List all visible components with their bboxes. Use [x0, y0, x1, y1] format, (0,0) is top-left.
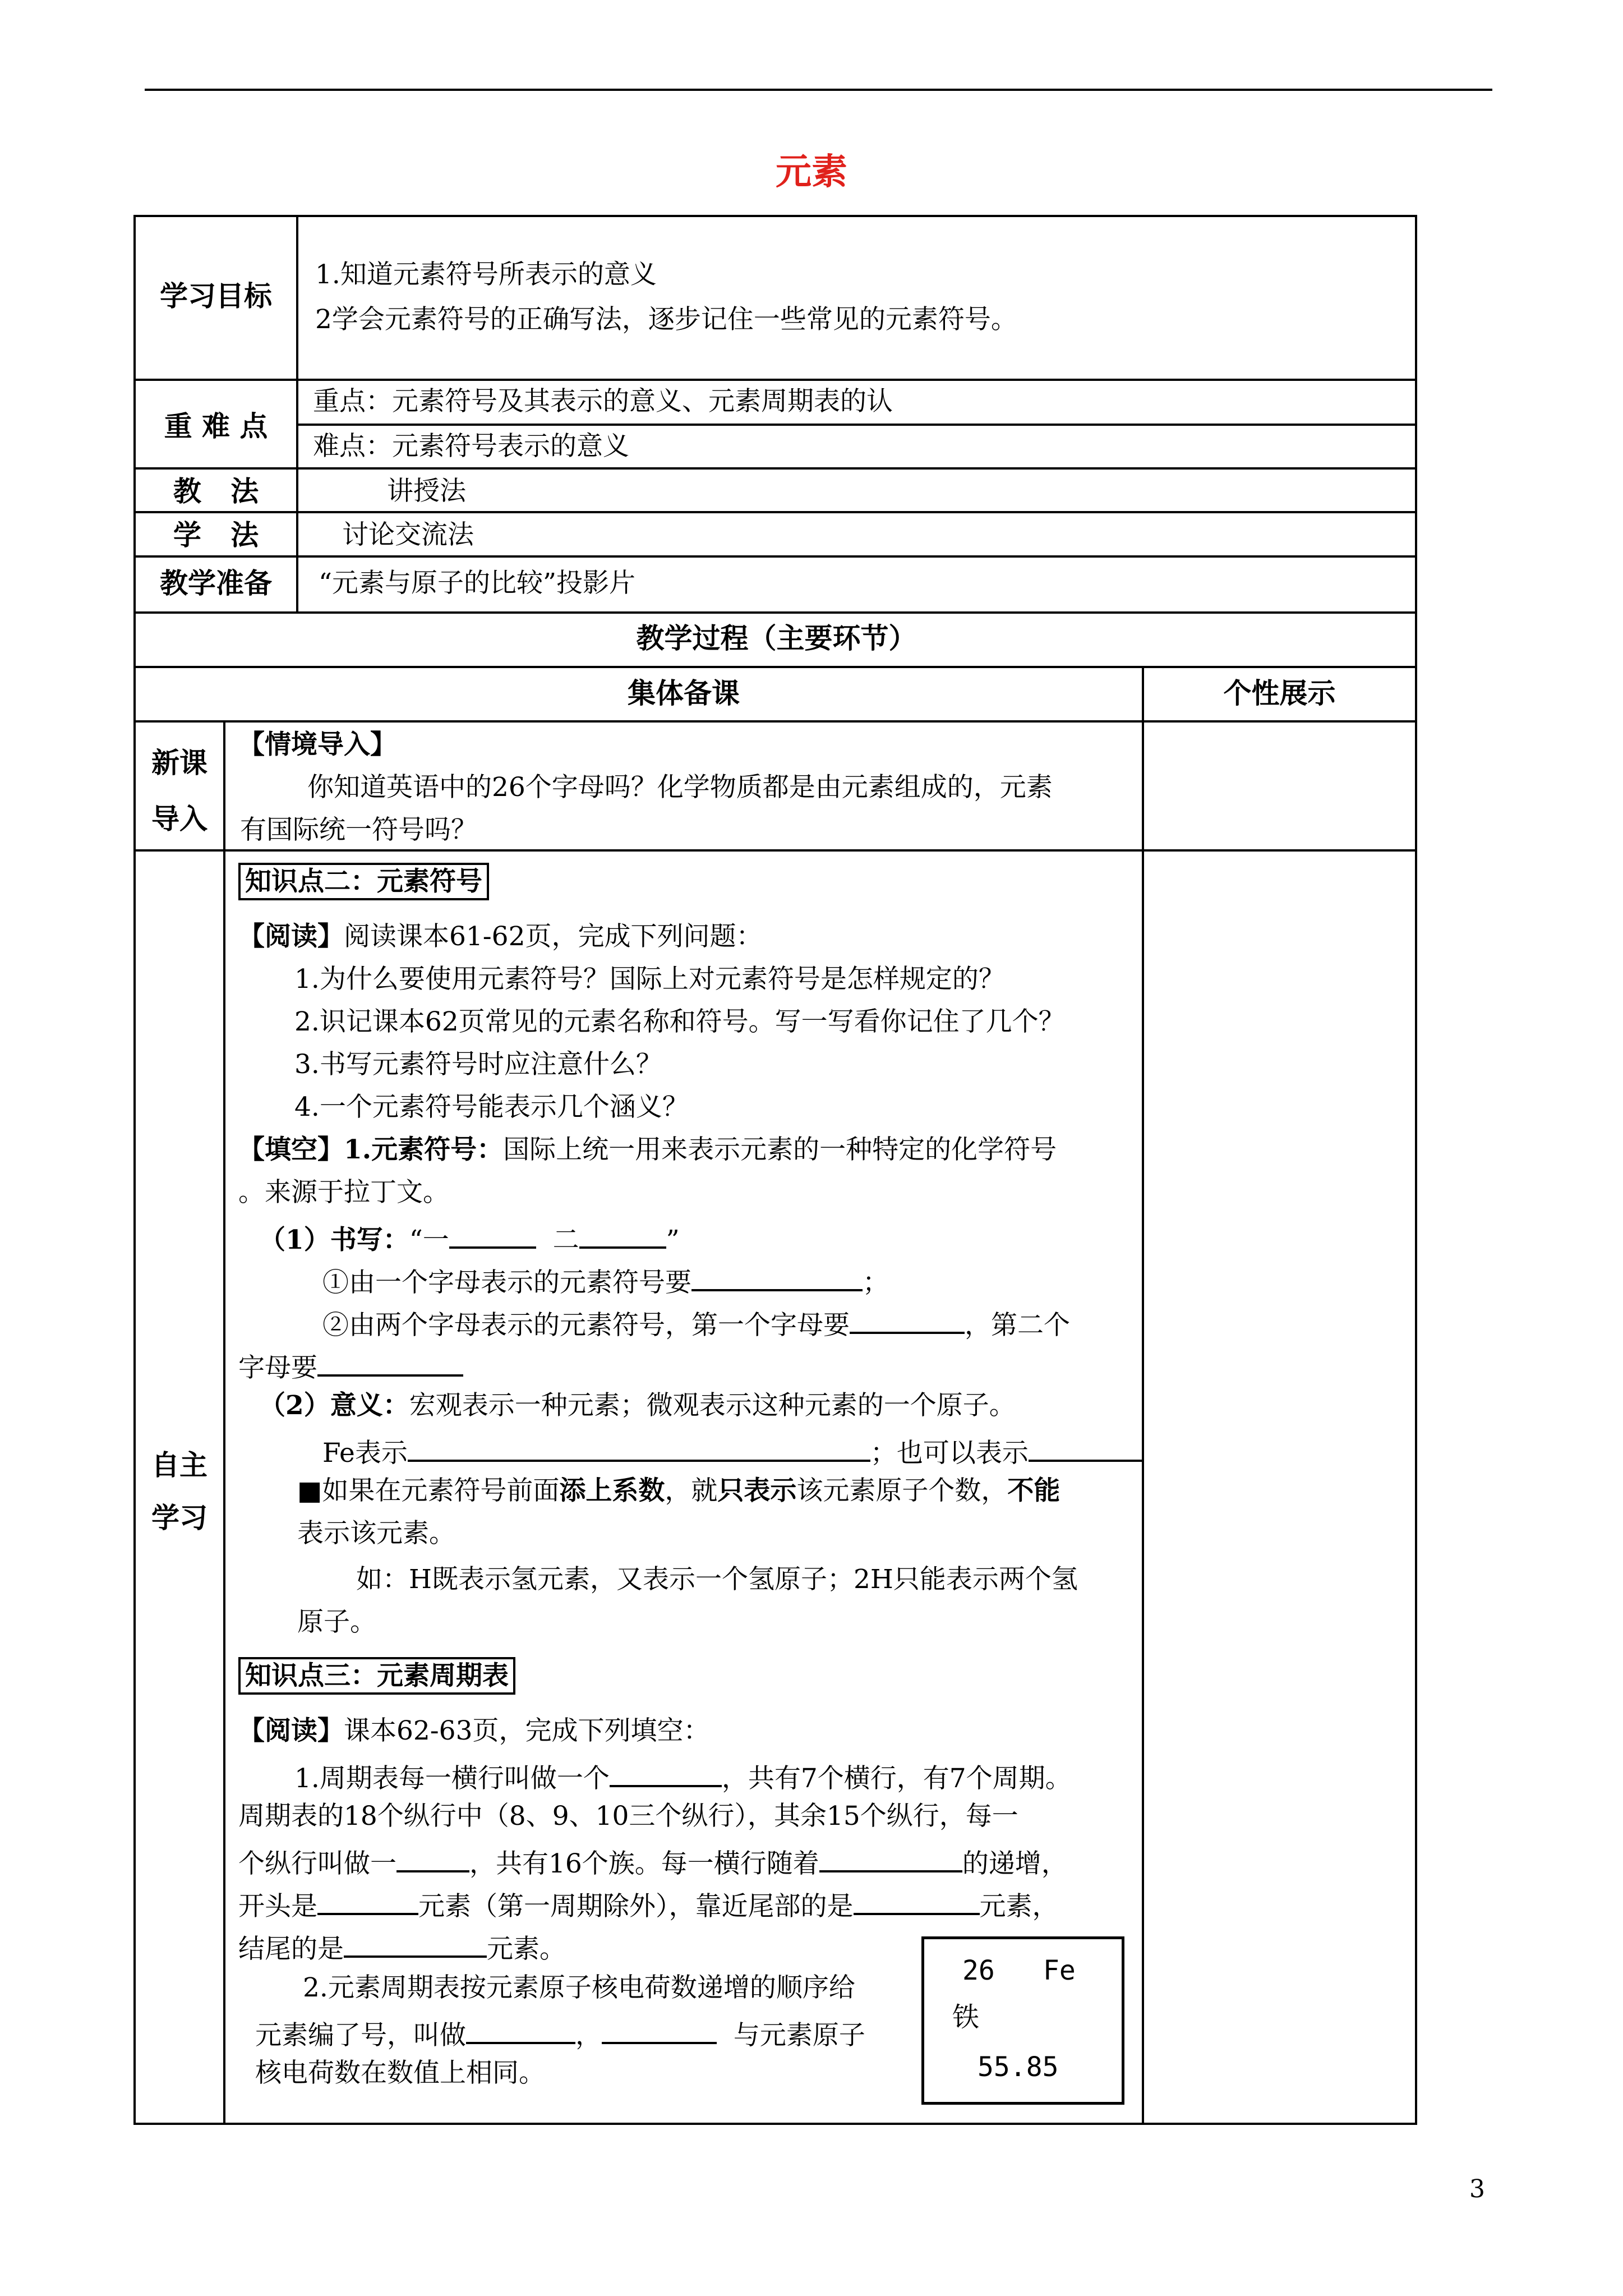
- self-study-label-1: 自主: [151, 1449, 208, 1481]
- blank[interactable]: [602, 2014, 717, 2044]
- question-3: 3.书写元素符号时应注意什么？: [294, 1049, 662, 1080]
- teaching-method-label: 教 法: [173, 475, 259, 508]
- focus-label: 重 难 点: [164, 410, 268, 443]
- personal-header: 个性展示: [1223, 677, 1336, 710]
- blank[interactable]: [610, 1757, 722, 1787]
- row-line: [133, 611, 1417, 614]
- meaning-line: （2）意义：宏观表示一种元素；微观表示这种元素的一个原子。: [259, 1390, 1016, 1421]
- question-2: 2.识记课本62页常见的元素名称和符号。写一写看你记住了几个？: [294, 1006, 1065, 1037]
- blank[interactable]: [396, 1842, 469, 1872]
- blank[interactable]: [317, 1885, 418, 1915]
- prep-label: 教学准备: [160, 567, 272, 600]
- read1-line: 【阅读】阅读课本61-62页，完成下列问题：: [238, 921, 763, 952]
- question-1: 1.为什么要使用元素符号？国际上对元素符号是怎样规定的？: [294, 964, 1005, 995]
- goal-1: 1.知道元素符号所表示的意义: [315, 259, 657, 290]
- rule-2-cont: 字母要: [238, 1346, 463, 1385]
- row-line: [133, 849, 1417, 852]
- period-line-7: 元素编了号，叫做 ， 与元素原子: [255, 2014, 865, 2053]
- element-card: [921, 1936, 1124, 2105]
- blank[interactable]: [850, 1304, 965, 1334]
- table-border-bottom: [133, 2123, 1417, 2125]
- page-number: 3: [1469, 2175, 1485, 2203]
- goal-2: 2学会元素符号的正确写法，逐步记住一些常见的元素符号。: [315, 304, 1017, 335]
- element-name: 铁: [952, 2001, 980, 2033]
- learning-method-label: 学 法: [173, 519, 259, 551]
- row-line: [133, 379, 1417, 381]
- difficulty: 难点：元素符号表示的意义: [313, 431, 629, 462]
- read2-line: 【阅读】课本62-63页，完成下列填空：: [238, 1715, 710, 1746]
- kp3-title: 知识点三：元素周期表: [238, 1657, 515, 1695]
- atomic-mass: 55.85: [978, 2051, 1059, 2083]
- period-line-8: 核电荷数在数值上相同。: [255, 2058, 545, 2088]
- writing-line: （1）书写：“一 二 ”: [259, 1218, 680, 1257]
- intro-label-2: 导入: [151, 803, 208, 835]
- self-study-label-2: 学习: [151, 1502, 208, 1534]
- rule-2: ②由两个字母表示的元素符号，第一个字母要 ，第二个: [322, 1304, 1070, 1342]
- period-line-5: 结尾的是 元素。: [238, 1927, 566, 1966]
- period-line-2: 周期表的18个纵行中（8、9、10三个纵行），其余15个纵行，每一: [238, 1801, 1018, 1832]
- goals-label: 学习目标: [160, 280, 272, 312]
- blank[interactable]: [691, 1261, 863, 1291]
- top-rule: [145, 89, 1492, 91]
- process-heading: 教学过程（主要环节）: [636, 622, 917, 655]
- blank[interactable]: [579, 1218, 666, 1249]
- intro-label-1: 新课: [151, 747, 208, 779]
- blank[interactable]: [449, 1218, 536, 1249]
- period-line-6: 2.元素周期表按元素原子核电荷数递增的顺序给: [303, 1972, 855, 2003]
- row-line: [133, 555, 1417, 558]
- blank[interactable]: [344, 1927, 487, 1958]
- blank[interactable]: [466, 2014, 575, 2044]
- row-line: [133, 467, 1417, 470]
- period-line-1: 1.周期表每一横行叫做一个 ，共有7个横行，有7个周期。: [294, 1757, 1072, 1796]
- collective-header: 集体备课: [628, 677, 740, 710]
- col-line: [223, 720, 225, 2125]
- question-4: 4.一个元素符号能表示几个涵义？: [294, 1092, 689, 1122]
- blank[interactable]: [819, 1842, 962, 1872]
- rule-1: ①由一个字母表示的元素符号要 ；: [322, 1261, 889, 1300]
- fe-line: Fe表示 ；也可以表示: [322, 1432, 1144, 1470]
- example-2: 原子。: [297, 1607, 376, 1637]
- col-line: [296, 215, 298, 614]
- note-line-2: 表示该元素。: [297, 1518, 455, 1549]
- learning-method: 讨论交流法: [342, 519, 474, 550]
- period-line-4: 开头是 元素（第一周期除外），靠近尾部的是 元素，: [238, 1885, 1059, 1924]
- period-line-3: 个纵行叫做一 ，共有16个族。每一横行随着 的递增，: [238, 1842, 1068, 1881]
- row-line: [133, 720, 1417, 723]
- row-line: [133, 666, 1417, 668]
- fill-line: 【填空】1.元素符号：国际上统一用来表示元素的一种特定的化学符号: [238, 1134, 1057, 1165]
- fill-line-2: 。来源于拉丁文。: [238, 1177, 449, 1208]
- table-border-right: [1415, 215, 1417, 2125]
- intro-line-1: 你知道英语中的26个字母吗？化学物质都是由元素组成的，元素: [307, 772, 1053, 803]
- example-1: 如：H既表示氢元素，又表示一个氢原子；2H只能表示两个氢: [356, 1564, 1078, 1595]
- page-title: 元素: [776, 151, 847, 193]
- row-line: [133, 511, 1417, 513]
- key-point: 重点：元素符号及其表示的意义、元素周期表的认: [313, 386, 893, 417]
- teaching-method: 讲授法: [387, 476, 466, 507]
- blank[interactable]: [317, 1346, 463, 1377]
- col-line: [1142, 666, 1144, 2125]
- prep: “元素与原子的比较”投影片: [319, 568, 636, 599]
- atomic-number: 26: [962, 1955, 995, 1986]
- kp2-title: 知识点二：元素符号: [238, 863, 489, 900]
- element-symbol: Fe: [1043, 1955, 1076, 1986]
- note-line: ■如果在元素符号前面添上系数，就只表示该元素原子个数，不能: [297, 1475, 1061, 1506]
- blank[interactable]: [1029, 1432, 1144, 1462]
- intro-heading: 【情境导入】: [238, 729, 396, 760]
- row-line: [297, 424, 1417, 426]
- intro-line-2: 有国际统一符号吗？: [240, 815, 477, 845]
- blank[interactable]: [408, 1432, 870, 1462]
- table-border-top: [133, 215, 1417, 217]
- blank[interactable]: [854, 1885, 980, 1915]
